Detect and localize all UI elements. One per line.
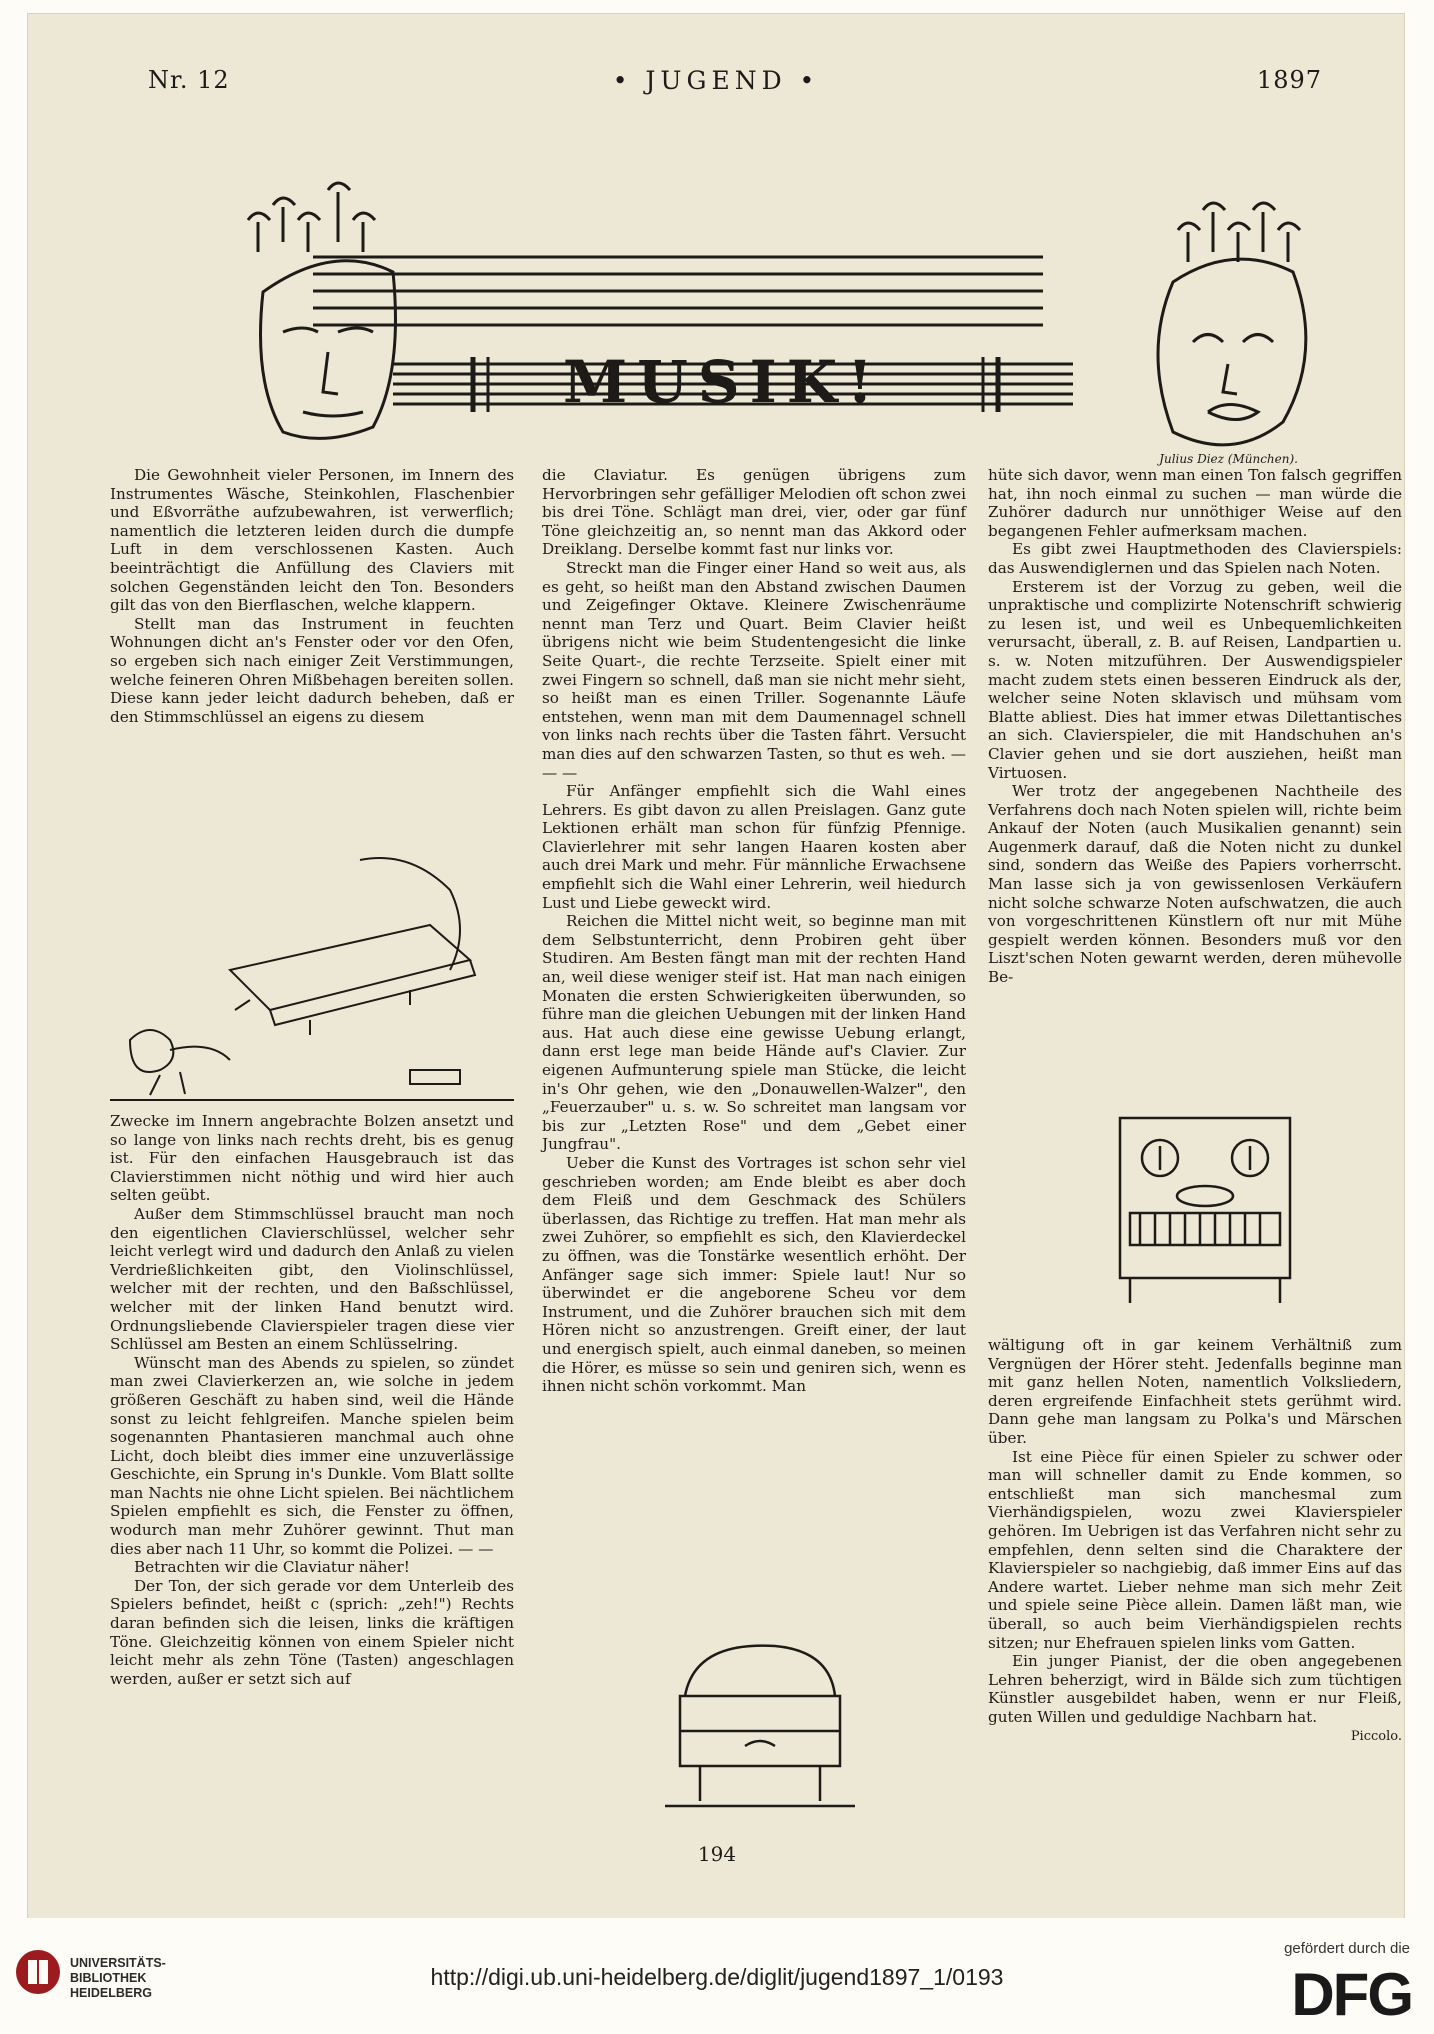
paragraph: die Claviatur. Es genügen übrigens zum Hervorbringen sehr gefälliger Melodien oft schon zwei bis drei Töne. Schlägt man drei, vier, oder gar fünf Töne gleichzeitig an, so nennt man das Akkord oder Dreiklang. Derselbe kommt fast nur links vor. <box>542 466 966 559</box>
paragraph: Ist eine Pièce für einen Spieler zu schwer oder man will schneller damit zu Ende kommen, so entschließt man sich manchesmal zum Vierhändigspielen, wozu zwei Klavierspieler gehören. Im Uebrigen ist das Verfahren nicht sehr zu empfehlen, denn selten sind die Charaktere der Klavierspieler so nachgiebig, daß immer Eins auf das Andere wartet. Lieber nehme man sich mehr Zeit und spiele seine Pièce allein. Damen läßt man, wie überall, so auch beim Vierhändigspielen rechts sitzen; nur Ehefrauen spielen links vom Gatten. <box>988 1447 1402 1652</box>
paragraph: Außer dem Stimmschlüssel braucht man noch den eigentlichen Clavierschlüssel, welcher sehr leicht verlegt wird und dadurch den Anlaß zu vielen Verdrießlichkeiten gibt, den Violinschlüssel, welcher mit der rechten, und den Baßschlüssel, welcher mit der linken Hand benutzt wird. Ordnungsliebende Clavierspieler tragen diese vier Schlüssel am Besten an einem Schlüsselring. <box>110 1204 514 1354</box>
column-1-top <box>110 466 514 726</box>
paragraph: Es gibt zwei Hauptmethoden des Clavierspiels: das Auswendiglernen und das Spielen nach Noten. <box>988 540 1402 577</box>
paragraph: Reichen die Mittel nicht weit, so beginne man mit dem Selbstunterricht, denn Probiren geht über Studiren. Am Besten fängt man mit der rechten Hand an, weil diese weniger steif ist. Hat man nach einigen Monaten die ersten Schwierigkeiten überwunden, so führe man die gleichen Uebungen mit der linken Hand aus. Hat auch diese eine gewisse Uebung erlangt, dann erst lege man beide Hände auf's Clavier. Zur eigenen Aufmunterung spiele man Stücke, die leicht in's Ohr gehen, wie den „Donauwellen-Walzer", den „Feuerzauber" u. s. w. So schreitet man langsam vor bis zur „Letzten Rose" und dem „Gebet einer Jungfrau". <box>542 912 966 1154</box>
journal-title: • JUGEND • <box>612 66 820 95</box>
author-signature: Piccolo. <box>1350 1729 1402 1745</box>
library-name-line: BIBLIOTHEK <box>70 1971 147 1985</box>
illustration-credit: Julius Diez (München). <box>1159 452 1298 466</box>
paragraph: hüte sich davor, wenn man einen Ton falsch gegriffen hat, ihn noch einmal zu suchen — man würde die Zuhörer dadurch nur unnöthiger Weise auf den begangenen Fehler aufmerksam machen. <box>988 466 1402 540</box>
dog-piano-illustration <box>110 850 514 1105</box>
library-name-line: UNIVERSITÄTS- <box>70 1956 166 1970</box>
permalink-url[interactable]: http://digi.ub.uni-heidelberg.de/diglit/jugend1897_1/0193 <box>430 1964 1004 1990</box>
paragraph: Wer trotz der angegebenen Nachtheile des Verfahrens doch nach Noten spielen will, richte beim Ankauf der Noten (auch Musikalien genannt) sein Augenmerk darauf, daß die Noten nicht zu dunkel sind, sondern das Weiße des Papiers vorherrscht. Man lasse sich ja von gewissenlosen Verkäufern nicht solche schwarze Noten aufschwatzen, die auch von vorgeschrittenen Künstlern oft nur mit Mühe gespielt werden können. Besonders muß vor den Liszt'schen Noten gewarnt werden, deren mühevolle Be- <box>988 782 1402 987</box>
column-3-top <box>988 466 1402 987</box>
paragraph: Die Gewohnheit vieler Personen, im Innern des Instrumentes Wäsche, Steinkohlen, Flaschenbier und Eßvorräthe aufzubewahren, ist verwerflich; namentlich die letzteren leiden durch die dumpfe Luft in dem verschlossenen Kasten. Auch beeinträchtigt die Anfüllung des Claviers mit solchen Gegenständen leicht den Ton. Besonders gilt das von den Bierflaschen, welche klappern. <box>110 466 514 615</box>
musik-banner-illustration <box>243 102 1383 462</box>
paragraph: Ein junger Pianist, der die oben angegebenen Lehren beherzigt, wird in Bälde sich zum tüchtigen Künstler ausgebildet haben, wenn er nur Fleiß, guten Willen und geduldige Nachbarn hat. <box>988 1652 1402 1726</box>
funding-label: gefördert durch die <box>1284 1940 1410 1957</box>
issue-number: Nr. 12 <box>148 66 230 94</box>
paragraph: Stellt man das Instrument in feuchten Wohnungen dicht an's Fenster oder vor den Ofen, so ergeben sich nach einiger Zeit Verstimmungen, welche feineren Ohren Mißbehagen bereiten sollen. Diese kann jeder leicht dadurch beheben, daß er den Stimmschlüssel an eigens zu diesem <box>110 614 514 726</box>
paragraph: Zwecke im Innern angebrachte Bolzen ansetzt und so lange von links nach rechts dreht, bis es genug ist. Für den einfachen Hausgebrauch ist das Clavierstimmen nicht nöthig und wird hier auch selten geübt. <box>110 1112 514 1205</box>
year: 1897 <box>1256 66 1322 94</box>
paragraph: Streckt man die Finger einer Hand so weit aus, als es geht, so heißt man den Abstand zwischen Daumen und Zeigefinger Oktave. Kleinere Zwischenräume nennt man Terz und Quart. Beim Clavier heißt übrigens nicht wie beim Studentengesicht die linke Seite Quart-, die rechte Terzseite. Spielt einer mit zwei Fingern so schnell, daß man sie nicht mehr sieht, so heißt man es einen Triller. Sogenannte Läufe entstehen, wenn man mit dem Daumennagel schnell von links nach rechts über die Tasten fährt. Versucht man dies auf den schwarzen Tasten, so thut es weh. — — — <box>542 558 966 782</box>
footer-bar <box>0 1918 1434 2034</box>
grand-piano-illustration <box>655 1636 865 1816</box>
library-name-line: HEIDELBERG <box>70 1986 152 2000</box>
upright-piano-illustration <box>1110 1108 1300 1308</box>
paragraph: Ueber die Kunst des Vortrages ist schon sehr viel geschrieben worden; am Ende bleibt es aber doch dem Fleiß und dem Geschmack des Schülers überlassen, das Richtige zu treffen. Hat man mehr als zwei Zuhörer, so empfiehlt es sich, den Klavierdeckel zu öffnen, was die Tonstärke wesentlich erhöht. Der Anfänger sage sich immer: Spiele laut! Nur so überwindet er die angeborene Scheu vor dem Instrument, und die Zuhörer brauchen sich mit dem Hören nicht so anzustrengen. Greift einer, der laut und energisch spielt, auch einmal daneben, so meinen die Hörer, es müsse so sein und geniren sich, wenn es ihnen nicht schön vorkommt. Man <box>542 1153 966 1396</box>
paragraph: Wünscht man des Abends zu spielen, so zündet man zwei Clavierkerzen an, wie solche in jedem größeren Geschäft zu haben sind, weil die Hände sonst zu leicht fehlgreifen. Manche spielen beim sogenannten Phantasieren manchmal auch ohne Licht, doch bleibt dies immer eine unzuverlässige Geschichte, ein Sprung in's Dunkle. Vom Blatt sollte man Nachts nie ohne Licht spielen. Bei nächtlichem Spielen empfiehlt es sich, die Fenster zu öffnen, wodurch man mehr Zuhörer gewinnt. Thut man dies aber nach 11 Uhr, so kommt die Polizei. — — <box>110 1353 514 1558</box>
column-1-bottom <box>110 1112 514 1688</box>
paragraph: Für Anfänger empfiehlt sich die Wahl eines Lehrers. Es gibt davon zu allen Preislagen. Ganz gute Lektionen erhält man schon für fünfzig Pfennige. Clavierlehrer mit sehr langen Haaren kosten aber auch drei Mark und mehr. Für männliche Erwachsene empfiehlt sich die Wahl einer Lehrerin, weil hiedurch Lust und Liebe geweckt wird. <box>542 782 966 912</box>
paragraph: wältigung oft in gar keinem Verhältniß zum Vergnügen der Hörer steht. Jedenfalls beginne man mit ganz hellen Noten, namentlich Volksliedern, deren ergreifende Einfachheit stets gerühmt wird. Dann gehe man langsam zu Polka's und Märschen über. <box>988 1336 1402 1447</box>
paragraph: Ersterem ist der Vorzug zu geben, weil die unpraktische und complizirte Notenschrift schwierig zu lesen ist, und weil es Unbequemlichkeiten verursacht, überall, z. B. auf Reisen, Landpartien u. s. w. Noten mitzuführen. Der Auswendigspieler macht zudem stets einen besseren Eindruck als der, welcher seine Noten sklavisch und mühsam vom Blatte abliest. Dies hat immer etwas Dilettantisches an sich. Clavierspieler, die mit Handschuhen an's Clavier gehen und sie dort ausziehen, heißt man Virtuosen. <box>988 577 1402 782</box>
dfg-logo: DFG <box>1291 1961 1412 2028</box>
column-3-bottom <box>988 1336 1402 1747</box>
banner-word: MUSIK! <box>563 348 883 416</box>
paragraph: Der Ton, der sich gerade vor dem Unterleib des Spielers befindet, heißt c (sprich: „zeh!") Rechts daran befinden sich die leisen, links die kräftigen Töne. Gleichzeitig können von einem Spieler nicht leicht mehr als zehn Töne (Tasten) angeschlagen werden, außer er setzt sich auf <box>110 1576 514 1688</box>
paragraph: Betrachten wir die Claviatur näher! <box>134 1558 410 1577</box>
column-2 <box>542 466 966 1396</box>
page-number: 194 <box>697 1842 737 1866</box>
